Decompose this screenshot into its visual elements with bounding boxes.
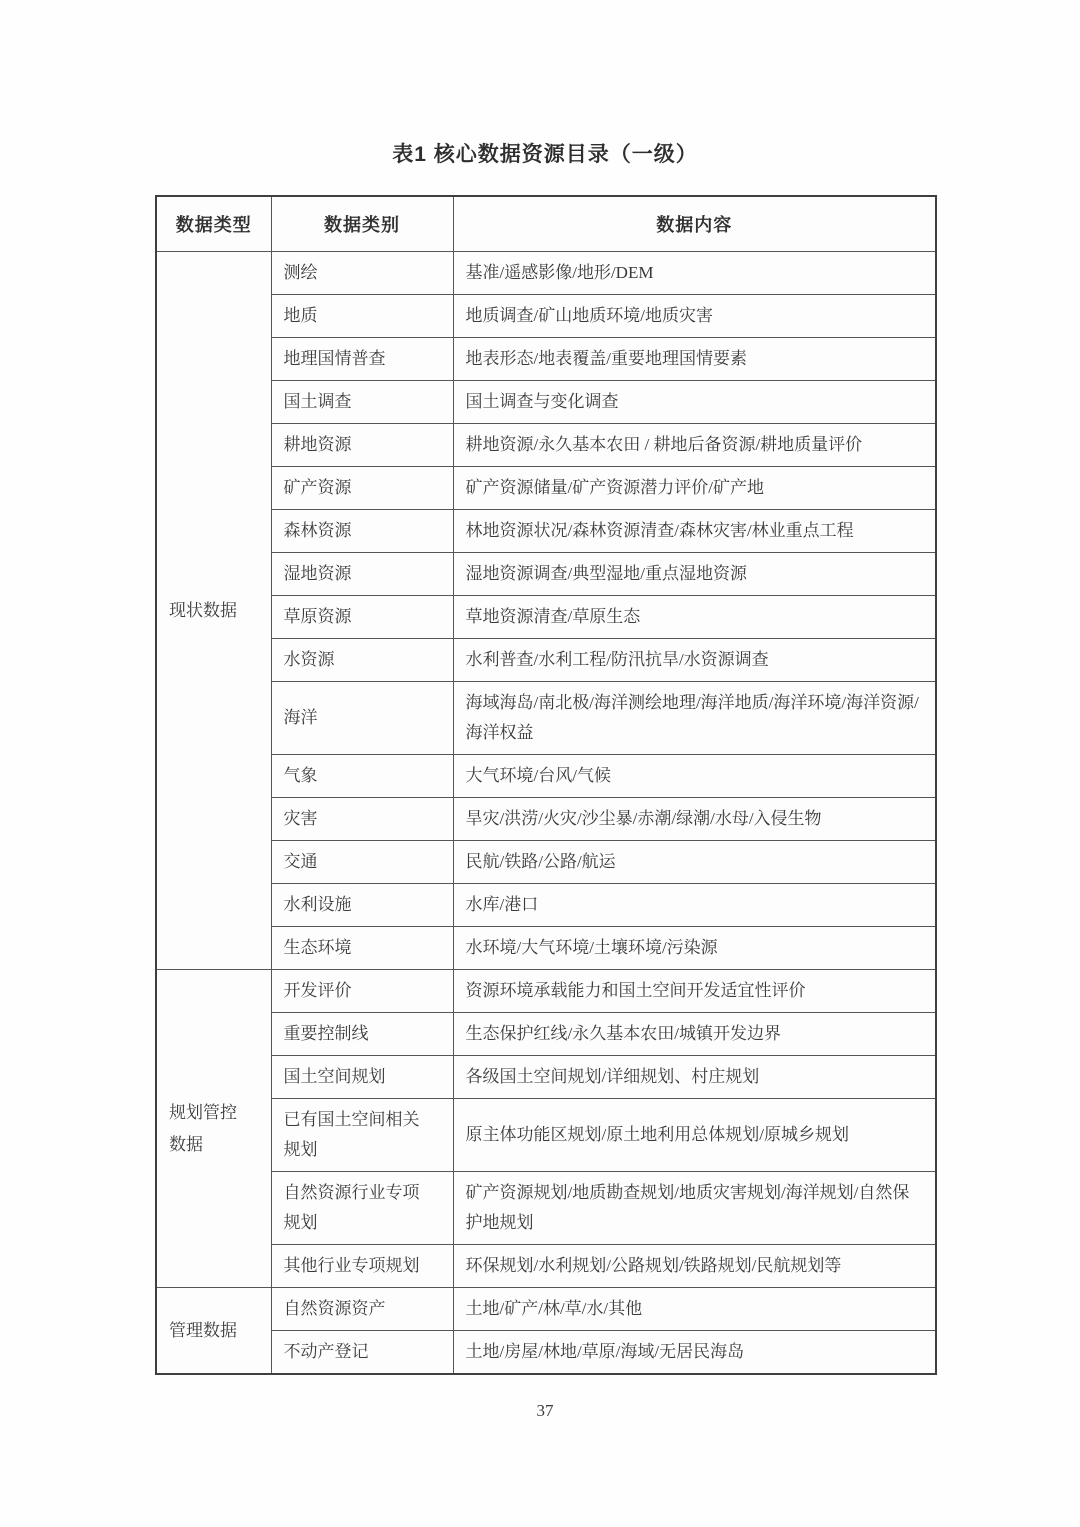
table-row bbox=[156, 467, 936, 510]
type-cell bbox=[156, 252, 271, 970]
content-cell: 矿产资源储量/矿产资源潜力评价/矿产地 bbox=[453, 467, 936, 510]
category-label: 地质 bbox=[283, 306, 318, 325]
catalog-table-container bbox=[155, 195, 935, 1375]
category-label: 水资源 bbox=[283, 650, 335, 669]
category-label: 自然资源行业专项规划 bbox=[283, 1183, 420, 1232]
content-cell: 资源环境承载能力和国土空间开发适宜性评价 bbox=[453, 970, 936, 1013]
category-cell bbox=[271, 970, 453, 1013]
content-cell: 土地/房屋/林地/草原/海域/无居民海岛 bbox=[453, 1331, 936, 1375]
content-cell: 水环境/大气环境/土壤环境/污染源 bbox=[453, 927, 936, 970]
category-label: 重要控制线 bbox=[283, 1024, 369, 1043]
table-row bbox=[156, 927, 936, 970]
table-row bbox=[156, 295, 936, 338]
table-row bbox=[156, 1099, 936, 1172]
category-label: 水利设施 bbox=[283, 895, 352, 914]
table-title: 表1 核心数据资源目录（一级） bbox=[392, 143, 698, 166]
content-cell: 水库/港口 bbox=[453, 884, 936, 927]
content-cell: 地表形态/地表覆盖/重要地理国情要素 bbox=[453, 338, 936, 381]
category-cell bbox=[271, 1056, 453, 1099]
content-cell: 民航/铁路/公路/航运 bbox=[453, 841, 936, 884]
category-cell bbox=[271, 381, 453, 424]
category-label: 自然资源资产 bbox=[283, 1299, 386, 1318]
table-row bbox=[156, 252, 936, 295]
category-label: 开发评价 bbox=[283, 981, 352, 1000]
category-label: 气象 bbox=[283, 766, 318, 785]
table-row bbox=[156, 682, 936, 755]
category-label: 已有国土空间相关规划 bbox=[283, 1110, 420, 1159]
header-category: 数据类别 bbox=[271, 196, 453, 252]
category-label: 森林资源 bbox=[283, 521, 352, 540]
category-label: 其他行业专项规划 bbox=[283, 1256, 420, 1275]
category-label: 交通 bbox=[283, 852, 318, 871]
table-row bbox=[156, 381, 936, 424]
table-row bbox=[156, 841, 936, 884]
page-number: 37 bbox=[536, 1401, 554, 1420]
type-label: 规划管控数据 bbox=[169, 1102, 237, 1154]
table-row bbox=[156, 755, 936, 798]
category-label: 国土空间规划 bbox=[283, 1067, 386, 1086]
category-label: 测绘 bbox=[283, 263, 318, 282]
category-cell bbox=[271, 927, 453, 970]
category-label: 地理国情普查 bbox=[283, 349, 386, 368]
table-row bbox=[156, 338, 936, 381]
category-cell bbox=[271, 1013, 453, 1056]
table-row bbox=[156, 639, 936, 682]
content-cell: 原主体功能区规划/原土地利用总体规划/原城乡规划 bbox=[453, 1099, 936, 1172]
category-cell bbox=[271, 338, 453, 381]
content-cell: 环保规划/水利规划/公路规划/铁路规划/民航规划等 bbox=[453, 1245, 936, 1288]
content-cell: 各级国土空间规划/详细规划、村庄规划 bbox=[453, 1056, 936, 1099]
content-cell: 生态保护红线/永久基本农田/城镇开发边界 bbox=[453, 1013, 936, 1056]
table-row bbox=[156, 884, 936, 927]
category-cell bbox=[271, 755, 453, 798]
category-cell bbox=[271, 424, 453, 467]
catalog-table bbox=[155, 195, 937, 1375]
category-cell bbox=[271, 1172, 453, 1245]
table-row bbox=[156, 596, 936, 639]
category-cell bbox=[271, 467, 453, 510]
table-row bbox=[156, 553, 936, 596]
table-row bbox=[156, 1172, 936, 1245]
type-label: 管理数据 bbox=[169, 1320, 237, 1340]
table-row bbox=[156, 424, 936, 467]
category-cell bbox=[271, 1245, 453, 1288]
content-cell: 水利普查/水利工程/防汛抗旱/水资源调查 bbox=[453, 639, 936, 682]
header-content: 数据内容 bbox=[453, 196, 936, 252]
category-cell bbox=[271, 510, 453, 553]
content-cell: 基准/遥感影像/地形/DEM bbox=[453, 252, 936, 295]
category-label: 矿产资源 bbox=[283, 478, 352, 497]
content-cell: 地质调查/矿山地质环境/地质灾害 bbox=[453, 295, 936, 338]
table-row bbox=[156, 510, 936, 553]
content-cell: 耕地资源/永久基本农田 / 耕地后备资源/耕地质量评价 bbox=[453, 424, 936, 467]
type-label: 现状数据 bbox=[169, 600, 237, 620]
type-cell bbox=[156, 970, 271, 1288]
category-label: 湿地资源 bbox=[283, 564, 352, 583]
content-cell: 大气环境/台风/气候 bbox=[453, 755, 936, 798]
category-label: 草原资源 bbox=[283, 607, 352, 626]
category-cell bbox=[271, 252, 453, 295]
category-cell bbox=[271, 798, 453, 841]
content-cell: 国土调查与变化调查 bbox=[453, 381, 936, 424]
category-label: 国土调查 bbox=[283, 392, 352, 411]
table-row bbox=[156, 1288, 936, 1331]
category-cell bbox=[271, 1288, 453, 1331]
category-cell bbox=[271, 841, 453, 884]
content-cell: 旱灾/洪涝/火灾/沙尘暴/赤潮/绿潮/水母/入侵生物 bbox=[453, 798, 936, 841]
category-label: 生态环境 bbox=[283, 938, 352, 957]
content-cell: 土地/矿产/林/草/水/其他 bbox=[453, 1288, 936, 1331]
content-cell: 矿产资源规划/地质勘查规划/地质灾害规划/海洋规划/自然保护地规划 bbox=[453, 1172, 936, 1245]
table-row bbox=[156, 798, 936, 841]
table-row bbox=[156, 1331, 936, 1375]
table-row bbox=[156, 1056, 936, 1099]
header-type: 数据类型 bbox=[156, 196, 271, 252]
category-cell bbox=[271, 682, 453, 755]
category-cell bbox=[271, 884, 453, 927]
category-cell bbox=[271, 639, 453, 682]
table-row bbox=[156, 1013, 936, 1056]
category-label: 海洋 bbox=[283, 708, 318, 727]
content-cell: 海域海岛/南北极/海洋测绘地理/海洋地质/海洋环境/海洋资源/海洋权益 bbox=[453, 682, 936, 755]
header-row bbox=[156, 196, 936, 252]
category-cell bbox=[271, 1331, 453, 1375]
type-cell bbox=[156, 1288, 271, 1375]
content-cell: 湿地资源调查/典型湿地/重点湿地资源 bbox=[453, 553, 936, 596]
category-label: 灾害 bbox=[283, 809, 318, 828]
table-row bbox=[156, 1245, 936, 1288]
category-cell bbox=[271, 295, 453, 338]
content-cell: 林地资源状况/森林资源清查/森林灾害/林业重点工程 bbox=[453, 510, 936, 553]
category-cell bbox=[271, 553, 453, 596]
category-label: 耕地资源 bbox=[283, 435, 352, 454]
category-cell bbox=[271, 1099, 453, 1172]
table-row bbox=[156, 970, 936, 1013]
content-cell: 草地资源清查/草原生态 bbox=[453, 596, 936, 639]
category-label: 不动产登记 bbox=[283, 1342, 369, 1361]
category-cell bbox=[271, 596, 453, 639]
